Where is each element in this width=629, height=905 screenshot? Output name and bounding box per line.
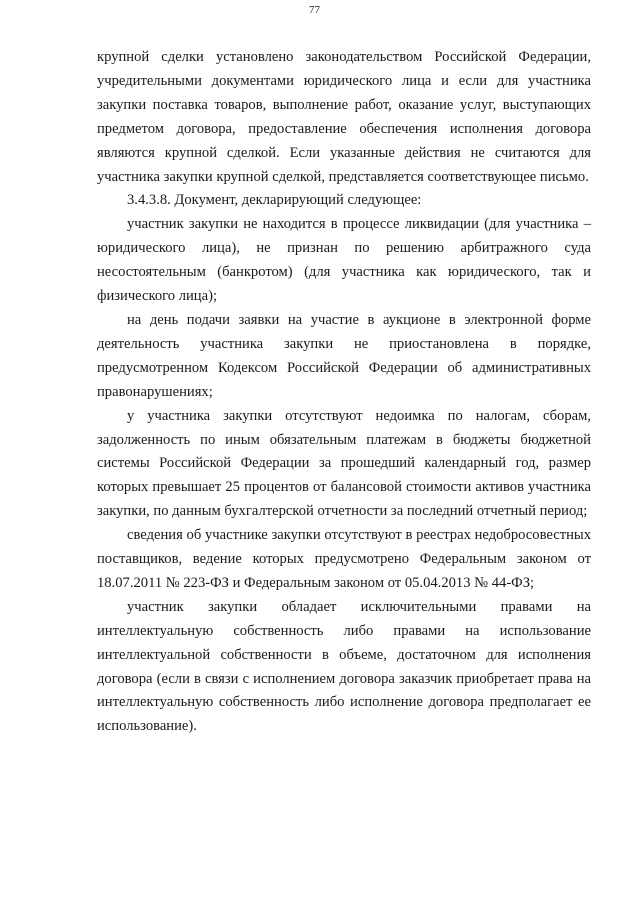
paragraph-intellectual-property: участник закупки обладает исключительными правами на интеллектуальную собственность либо правами на использование интеллектуальной собственности в объеме, достаточном для исполнения договора (если в связи с исполнением договора заказчик приобретает права на интеллектуальную собственность либо исполнение договора предполагает ее использование). (97, 598, 591, 735)
paragraph-registries: сведения об участнике закупки отсутствуют в реестрах недобросовестных поставщиков, ведение которых предусмотрено Федеральным законом от 18.07.2011 № 223-ФЗ и Федеральным законом от 05.04.2013 № 44-ФЗ; (97, 527, 591, 591)
paragraph-liquidation: участник закупки не находится в процессе ликвидации (для участника – юридического лица), не признан по решению арбитражного суда несостоятельным (банкротом) (для участника как юридического, так и физического лица); (97, 216, 591, 305)
paragraph-tax-arrears: у участника закупки отсутствуют недоимка по налогам, сборам, задолженность по иным обязательным платежам в бюджеты бюджетной системы Российской Федерации за прошедший календарный год, размер которых превышает 25 процентов от балансовой стоимости активов участника закупки, по данным бухгалтерской отчетности за последний отчетный период; (97, 407, 591, 520)
document-body (97, 46, 591, 739)
paragraph-suspension: на день подачи заявки на участие в аукционе в электронной форме деятельность участника закупки не приостановлена в порядке, предусмотренном Кодексом Российской Федерации об административных правонарушениях; (97, 311, 591, 400)
paragraph-clause-3-4-3-8: 3.4.3.8. Документ, декларирующий следующее: (127, 192, 422, 209)
page-number: 77 (309, 4, 320, 16)
paragraph-continuation: крупной сделки установлено законодательством Российской Федерации, учредительными документами юридического лица и если для участника закупки поставка товаров, выполнение работ, оказание услуг, выступающих предметом договора, предоставление обеспечения исполнения договора являются крупной сделкой. Если указанные действия не считаются для участника закупки крупной сделкой, представляется соответствующее письмо. (97, 49, 591, 185)
